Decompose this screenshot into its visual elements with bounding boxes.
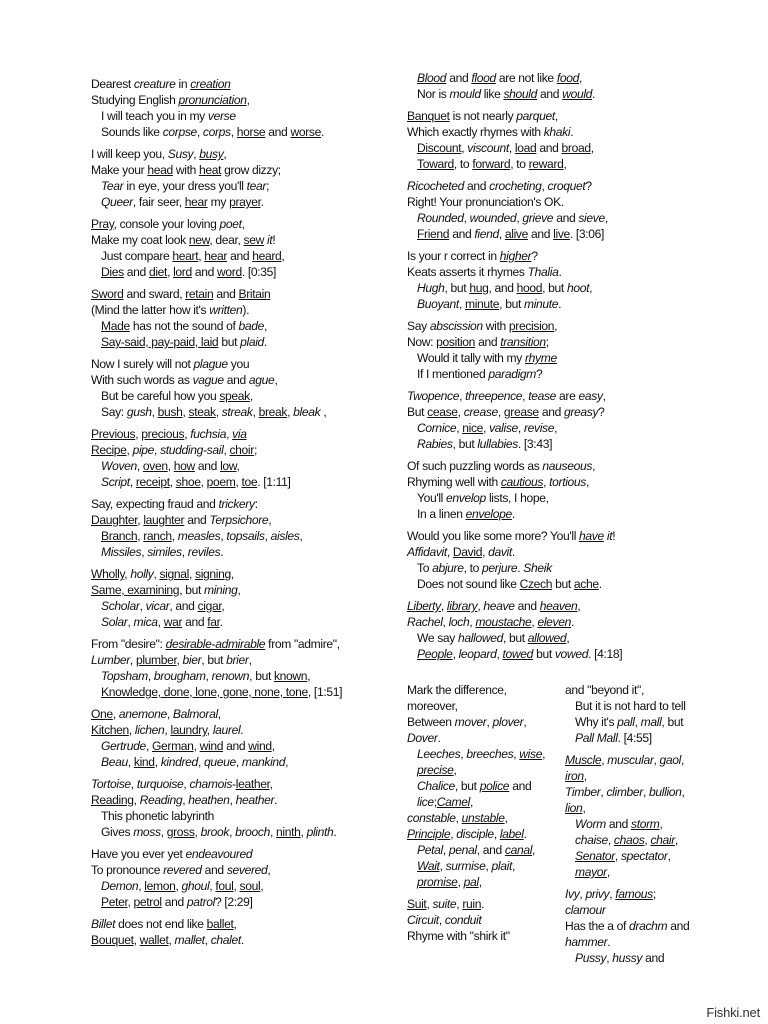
poem-line: Kitchen, lichen, laundry, laurel. (91, 723, 244, 737)
poem-line: I will keep you, Susy, busy, (91, 147, 227, 161)
stanza (91, 146, 391, 210)
poem-line: Say: gush, bush, steak, streak, break, bleak , (101, 405, 327, 419)
poem-line: Recipe, pipe, studding-sail, choir; (91, 443, 257, 457)
poem-line: Sword and sward, retain and Britain (91, 287, 271, 301)
poem-line: To abjure, to perjure. Sheik (417, 561, 552, 575)
poem-line: Rounded, wounded, grieve and sieve, (417, 211, 608, 225)
stanza (91, 76, 391, 140)
poem-line: Timber, climber, bullion, lion, (565, 785, 685, 815)
poem-line: Woven, oven, how and low, (101, 459, 240, 473)
poem-line: Topsham, brougham, renown, but known, (101, 669, 311, 683)
poem-line: Circuit, conduit (407, 913, 482, 927)
poem-line: constable, unstable, Principle, disciple, label. (407, 811, 527, 841)
poem-line: Scholar, vicar, and cigar, (101, 599, 225, 613)
poem-line: Discount, viscount, load and broad, (417, 141, 594, 155)
poem-line: Does not sound like Czech but ache. (417, 577, 602, 591)
poem-line: But cease, crease, grease and greasy? (407, 405, 605, 419)
poem-line: Between mover, plover, Dover. (407, 715, 527, 745)
site-watermark: Fishki.net (706, 1005, 760, 1020)
poem-column-4 (565, 682, 690, 972)
poem-line: Buoyant, minute, but minute. (417, 297, 562, 311)
poem-line: Rabies, but lullabies. [3:43] (417, 437, 553, 451)
stanza (565, 752, 690, 880)
poem-line: Of such puzzling words as nauseous, (407, 459, 596, 473)
poem-line: From "desire": desirable-admirable from "admire", (91, 637, 340, 651)
poem-line: Cornice, nice, valise, revise, (417, 421, 558, 435)
stanza (407, 458, 657, 522)
poem-line: Daughter, laughter and Terpsichore, (91, 513, 272, 527)
poem-line: But be careful how you speak, (101, 389, 253, 403)
poem-line: Rhyming well with cautious, tortious, (407, 475, 589, 489)
poem-line: Would you like some more? You'll have it! (407, 529, 616, 543)
poem-line: Same, examining, but mining, (91, 583, 241, 597)
poem-column-3 (407, 682, 547, 950)
poem-line: Previous, precious, fuchsia, via (91, 427, 247, 441)
poem-line: Ricocheted and crocheting, croquet? (407, 179, 592, 193)
poem-line: Would it tally with my rhyme (417, 351, 557, 365)
poem-line: This phonetic labyrinth (101, 809, 214, 823)
poem-line: Now I surely will not plague you (91, 357, 250, 371)
poem-line: Which exactly rhymes with khaki. (407, 125, 574, 139)
stanza (407, 682, 547, 890)
poem-line: Beau, kind, kindred, queue, mankind, (101, 755, 289, 769)
stanza (407, 178, 657, 242)
poem-line: Missiles, similes, reviles. (101, 545, 224, 559)
poem-line: Say abscission with precision, (407, 319, 558, 333)
poem-line: To pronounce revered and severed, (91, 863, 271, 877)
poem-line: Rhyme with "shirk it" (407, 929, 510, 943)
poem-line: Say, expecting fraud and trickery: (91, 497, 258, 511)
stanza (407, 108, 657, 172)
poem-line: Banquet is not nearly parquet, (407, 109, 558, 123)
poem-line: Rachel, loch, moustache, eleven. (407, 615, 575, 629)
poem-line: Make your head with heat grow dizzy; (91, 163, 281, 177)
poem-line: People, leopard, towed but vowed. [4:18] (417, 647, 623, 661)
poem-line: Bouquet, wallet, mallet, chalet. (91, 933, 244, 947)
poem-line: I will teach you in my verse (101, 109, 236, 123)
poem-line: Made has not the sound of bade, (101, 319, 268, 333)
poem-line: If I mentioned paradigm? (417, 367, 543, 381)
poem-line: Friend and fiend, alive and live. [3:06] (417, 227, 605, 241)
poem-line: With such words as vague and ague, (91, 373, 278, 387)
stanza (91, 776, 391, 840)
poem-line: Gives moss, gross, brook, brooch, ninth, plinth. (101, 825, 337, 839)
poem-line: Right! Your pronunciation's OK. (407, 195, 564, 209)
poem-line: Liberty, library, heave and heaven, (407, 599, 581, 613)
poem-line: You'll envelop lists, I hope, (417, 491, 549, 505)
poem-line: Dies and diet, lord and word. [0:35] (101, 265, 277, 279)
stanza (91, 916, 391, 948)
stanza (91, 846, 391, 910)
poem-line: Branch, ranch, measles, topsails, aisles, (101, 529, 303, 543)
poem-line: Nor is mould like should and would. (417, 87, 596, 101)
stanza (91, 706, 391, 770)
poem-line: Chalice, but police and lice;Camel, (417, 779, 532, 809)
poem-line: Gertrude, German, wind and wind, (101, 739, 275, 753)
poem-line: Blood and flood are not like food, (417, 71, 582, 85)
poem-line: Knowledge, done, lone, gone, none, tone, [1:51] (101, 685, 343, 699)
poem-line: Petal, penal, and canal, (417, 843, 536, 857)
stanza (407, 248, 657, 312)
poem-line: We say hallowed, but allowed, (417, 631, 570, 645)
poem-line: Billet does not end like ballet, (91, 917, 237, 931)
stanza (407, 70, 657, 102)
stanza (407, 598, 657, 662)
poem-line: Mark the difference, moreover, (407, 683, 507, 713)
stanza (407, 896, 547, 944)
poem-line: Hugh, but hug, and hood, but hoot, (417, 281, 593, 295)
poem-line: Tortoise, turquoise, chamois-leather, (91, 777, 273, 791)
poem-line: Twopence, threepence, tease are easy, (407, 389, 606, 403)
stanza (407, 528, 657, 592)
poem-line: Senator, spectator, mayor, (575, 849, 671, 879)
stanza (565, 682, 690, 746)
poem-line: Suit, suite, ruin. (407, 897, 485, 911)
poem-line: Have you ever yet endeavoured (91, 847, 253, 861)
poem-line: (Mind the latter how it's written). (91, 303, 250, 317)
poem-line: Is your r correct in higher? (407, 249, 538, 263)
poem-line: Tear in eye, your dress you'll tear; (101, 179, 270, 193)
stanza (565, 886, 690, 966)
poem-line: Why it's pall, mall, but Pall Mall. [4:55] (575, 715, 684, 745)
poem-line: Queer, fair seer, hear my prayer. (101, 195, 264, 209)
poem-line: Reading, Reading, heathen, heather. (91, 793, 278, 807)
poem-line: Lumber, plumber, bier, but brier, (91, 653, 252, 667)
stanza (91, 566, 391, 630)
poem-line: Peter, petrol and patrol? [2:29] (101, 895, 253, 909)
poem-line: But it is not hard to tell (575, 699, 686, 713)
poem-line: Dearest creature in creation (91, 77, 231, 91)
stanza (91, 426, 391, 490)
poem-line: Just compare heart, hear and heard, (101, 249, 285, 263)
poem-line: Now: position and transition; (407, 335, 549, 349)
poem-line: Ivy, privy, famous; clamour (565, 887, 656, 917)
poem-line: Affidavit, David, davit. (407, 545, 515, 559)
poem-line: Toward, to forward, to reward, (417, 157, 567, 171)
poem-line: Solar, mica, war and far. (101, 615, 223, 629)
stanza (91, 496, 391, 560)
poem-line: Demon, lemon, ghoul, foul, soul, (101, 879, 264, 893)
poem-line: Leeches, breeches, wise, precise, (417, 747, 546, 777)
stanza (91, 356, 391, 420)
poem-line: Pussy, hussy and (575, 951, 665, 965)
poem-column-1 (91, 76, 391, 954)
poem-line: Make my coat look new, dear, sew it! (91, 233, 276, 247)
stanza (91, 636, 391, 700)
poem-line: Say-said, pay-paid, laid but plaid. (101, 335, 267, 349)
poem-line: Script, receipt, shoe, poem, toe. [1:11] (101, 475, 291, 489)
poem-line: and "beyond it", (565, 683, 644, 697)
poem-line: Pray, console your loving poet, (91, 217, 245, 231)
poem-line: Studying English pronunciation, (91, 93, 250, 107)
poem-line: One, anemone, Balmoral, (91, 707, 221, 721)
stanza (91, 216, 391, 280)
poem-line: Keats asserts it rhymes Thalia. (407, 265, 562, 279)
poem-line: Muscle, muscular, gaol, iron, (565, 753, 685, 783)
stanza (407, 318, 657, 382)
stanza (91, 286, 391, 350)
poem-line: Worm and storm, chaise, chaos, chair, (575, 817, 678, 847)
poem-line: Wholly, holly, signal, signing, (91, 567, 234, 581)
poem-line: Wait, surmise, plait, promise, pal, (417, 859, 515, 889)
poem-column-2 (407, 70, 657, 668)
poem-line: Sounds like corpse, corps, horse and worse. (101, 125, 324, 139)
poem-line: Has the a of drachm and hammer. (565, 919, 690, 949)
poem-line: In a linen envelope. (417, 507, 515, 521)
stanza (407, 388, 657, 452)
